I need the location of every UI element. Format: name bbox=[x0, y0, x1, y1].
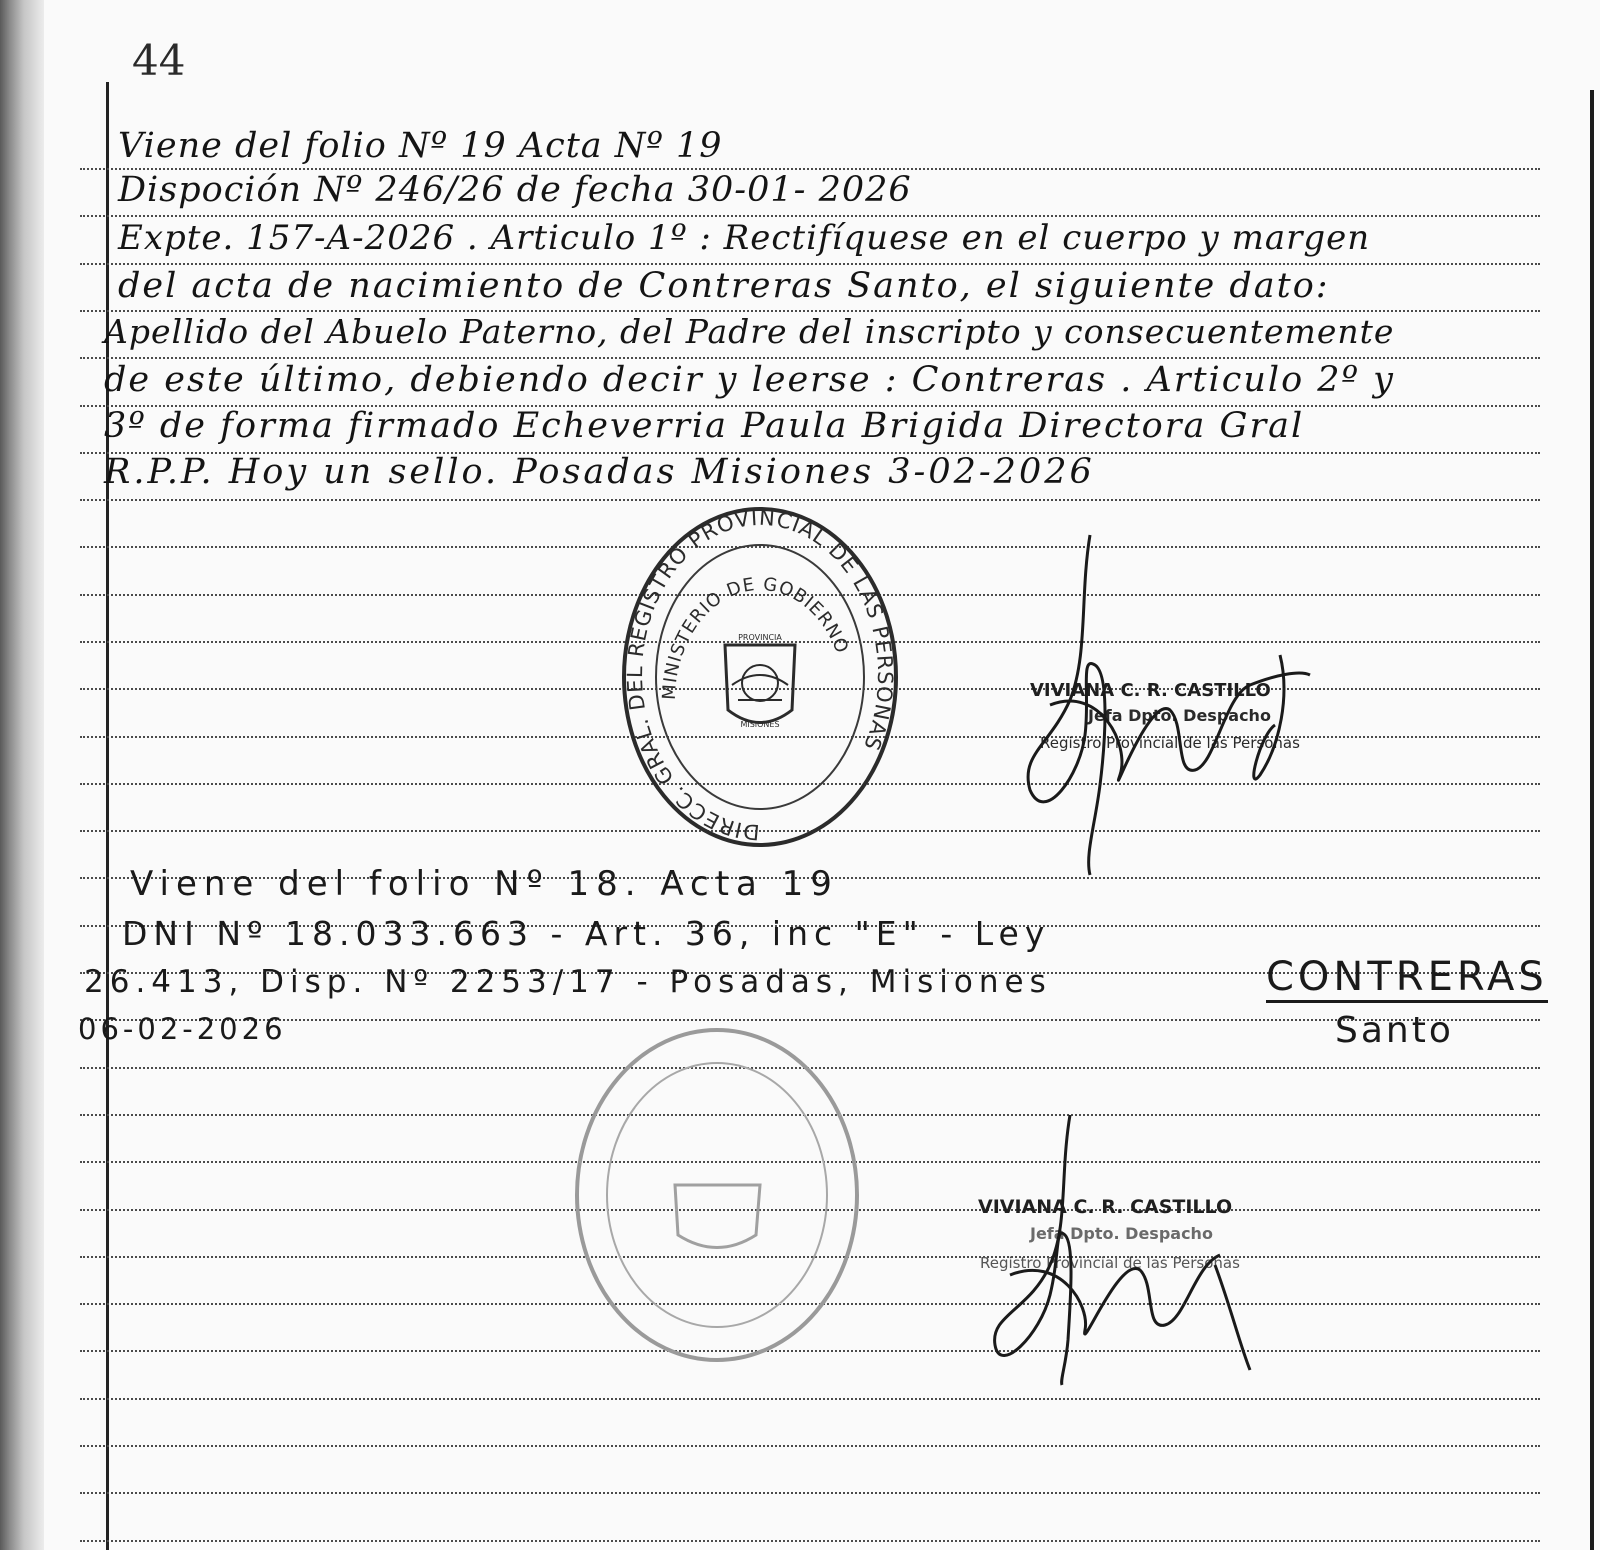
provincial-emblem-icon bbox=[725, 633, 795, 729]
official-seal-2 bbox=[570, 1025, 865, 1365]
seal-1-emblem-top: PROVINCIA bbox=[738, 633, 782, 642]
seal-1-emblem-bottom: MISIONES bbox=[740, 720, 780, 729]
entry-1-line-7: 3º de forma firmado Echeverria Paula Brigida Directora Gral bbox=[104, 406, 1305, 446]
page-edge bbox=[1590, 90, 1594, 1550]
ruled-line bbox=[80, 1492, 1540, 1494]
entry-1-line-3: Expte. 157-A-2026 . Articulo 1º : Rectifíquese en el cuerpo y margen bbox=[118, 218, 1371, 258]
entry-2-line-1: Viene del folio Nº 18. Acta 19 bbox=[130, 864, 839, 904]
entry-1-line-6: de este último, debiendo decir y leerse : Contreras . Articulo 2º y bbox=[104, 360, 1395, 400]
ruled-line bbox=[80, 1540, 1540, 1542]
signer-1-title: Jefa Dpto. Despacho bbox=[1088, 706, 1271, 725]
entry-2-line-3: 26.413, Disp. Nº 2253/17 - Posadas, Misiones bbox=[84, 964, 1052, 1000]
margin-given-name: Santo bbox=[1335, 1010, 1454, 1051]
seal-1-inner-text: MINISTERIO DE GOBIERNO bbox=[658, 573, 853, 701]
margin-surname: CONTRERAS bbox=[1266, 954, 1548, 1003]
signer-2-title: Jefa Dpto. Despacho bbox=[1030, 1224, 1213, 1243]
entry-1-line-2: Dispoción Nº 246/26 de fecha 30-01- 2026 bbox=[118, 170, 912, 210]
ruled-line bbox=[80, 1445, 1540, 1447]
entry-2-line-2: DNI Nº 18.033.663 - Art. 36, inc "E" - Ley bbox=[122, 914, 1051, 953]
ruled-line bbox=[80, 499, 1540, 501]
signer-1-office: Registro Provincial de las Personas bbox=[1040, 734, 1300, 752]
handwritten-signature-2 bbox=[950, 1115, 1290, 1385]
entry-1-line-5: Apellido del Abuelo Paterno, del Padre del inscripto y consecuentemente bbox=[104, 312, 1395, 351]
ruled-line bbox=[80, 1398, 1540, 1400]
ruled-line bbox=[80, 357, 1540, 359]
entry-1-line-8: R.P.P. Hoy un sello. Posadas Misiones 3-02-2026 bbox=[104, 452, 1095, 492]
ruled-line bbox=[80, 215, 1540, 217]
ruled-line bbox=[80, 263, 1540, 265]
signer-2-name: VIVIANA C. R. CASTILLO bbox=[978, 1196, 1233, 1218]
signer-2-office: Registro Provincial de las Personas bbox=[980, 1254, 1240, 1272]
seal-1-outer-text: DIRECC. GRAL. DEL REGISTRO PROVINCIAL DE LAS PERSONAS bbox=[622, 505, 898, 845]
handwritten-signature-1 bbox=[1010, 535, 1340, 880]
entry-1-line-4: del acta de nacimiento de Contreras Santo, el siguiente dato: bbox=[118, 266, 1330, 306]
entry-2-line-4: 06-02-2026 bbox=[78, 1012, 287, 1046]
ruled-line bbox=[80, 1019, 1540, 1021]
margin-line bbox=[106, 82, 109, 1550]
entry-1-line-1: Viene del folio Nº 19 Acta Nº 19 bbox=[118, 126, 723, 166]
page-number: 44 bbox=[132, 36, 186, 85]
signer-1-name: VIVIANA C. R. CASTILLO bbox=[1030, 680, 1271, 701]
faint-emblem-icon bbox=[675, 1185, 760, 1248]
book-spine bbox=[0, 0, 44, 1550]
official-seal-1 bbox=[620, 505, 900, 850]
